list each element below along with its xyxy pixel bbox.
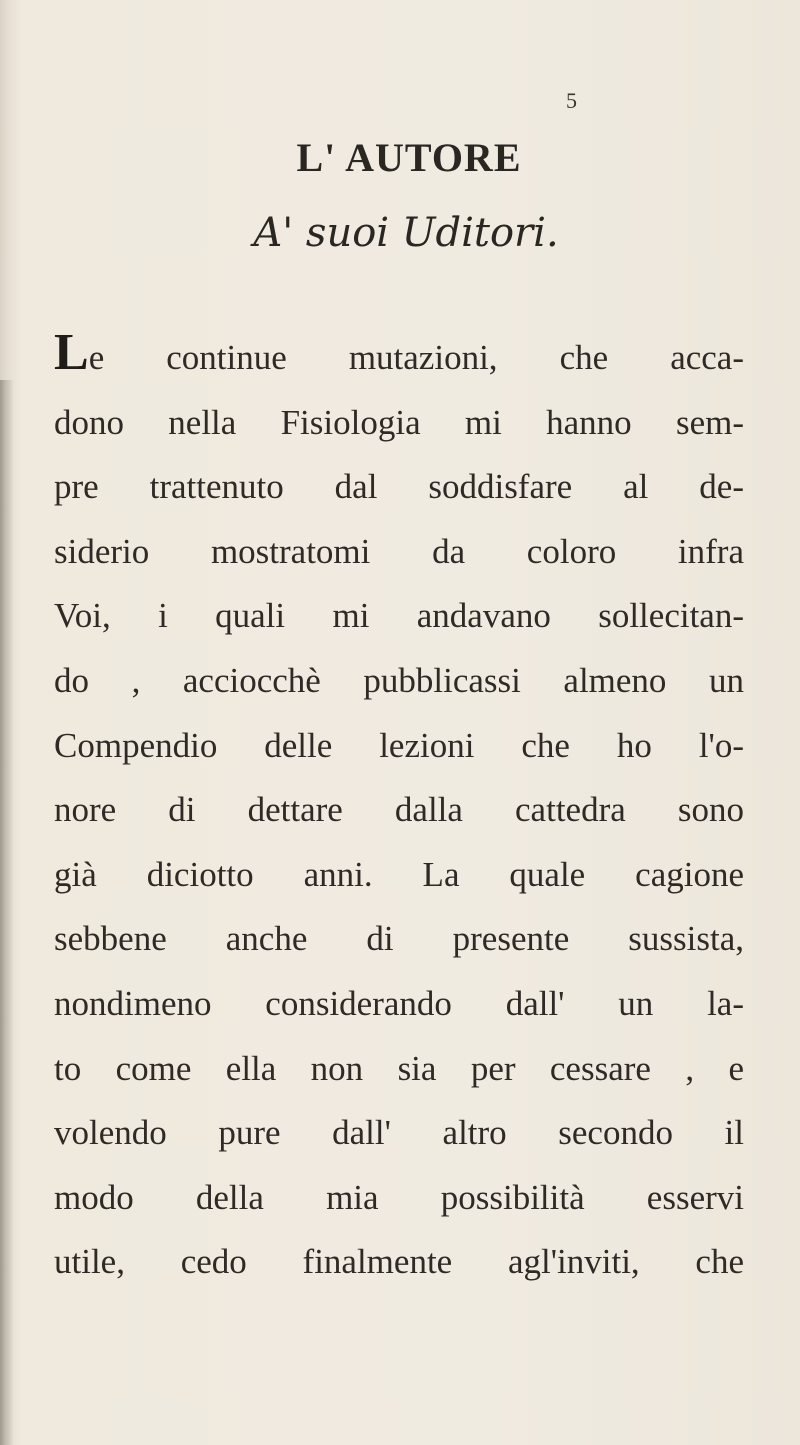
spine-shadow xyxy=(0,380,14,1445)
body-paragraph xyxy=(54,326,744,1295)
text-line: volendo pure dall' altro secondo il xyxy=(54,1113,744,1153)
text-line: siderio mostratomi da coloro infra xyxy=(54,531,744,571)
text-line: nore di dettare dalla cattedra sono xyxy=(54,790,744,830)
drop-initial: L xyxy=(54,324,89,381)
text-line: già diciotto anni. La quale cagione xyxy=(54,854,744,894)
text-line: pre trattenuto dal soddisfare al de- xyxy=(54,467,744,507)
text-line: Le continue mutazioni, che acca- xyxy=(54,324,744,381)
text-line: dono nella Fisiologia mi hanno sem- xyxy=(54,402,744,442)
text-line: nondimeno considerando dall' un la- xyxy=(54,983,744,1023)
text-line: do , acciocchè pubblicassi almeno un xyxy=(54,660,744,700)
dedication-line: A' suoi Uditori. xyxy=(253,210,559,256)
page-number: 5 xyxy=(566,88,577,113)
text-line: sebbene anche di presente sussista, xyxy=(54,919,744,959)
page-heading: L' AUTORE xyxy=(296,135,522,180)
text-line: utile, cedo finalmente agl'inviti, che xyxy=(54,1242,744,1282)
text-line: Voi, i quali mi andavano sollecitan- xyxy=(54,596,744,636)
text-line: Compendio delle lezioni che ho l'o- xyxy=(54,725,744,765)
text-line: modo della mia possibilità esservi xyxy=(54,1177,744,1217)
text-line: to come ella non sia per cessare , e xyxy=(54,1048,744,1088)
